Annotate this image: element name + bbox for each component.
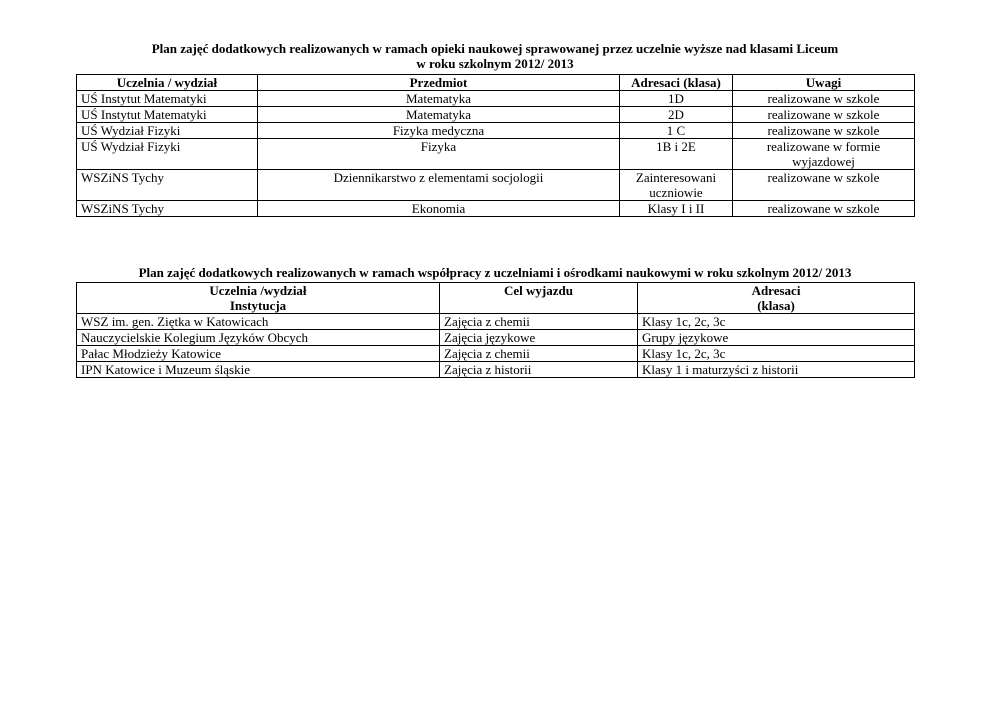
header-uwagi: Uwagi (733, 75, 915, 91)
cell-uczelnia: WSZiNS Tychy (77, 170, 258, 201)
cell-cel: Zajęcia z chemii (440, 314, 638, 330)
cell-uwagi: realizowane w szkole (733, 170, 915, 201)
cell-uwagi: realizowane w szkole (733, 201, 915, 217)
cell-adresaci: Zainteresowani uczniowie (620, 170, 733, 201)
cell-adresaci: 1 C (620, 123, 733, 139)
table-row (77, 170, 915, 201)
cell-instytucja: IPN Katowice i Muzeum śląskie (77, 362, 440, 378)
cell-uczelnia: UŚ Wydział Fizyki (77, 123, 258, 139)
cell-adresaci: 1B i 2E (620, 139, 733, 170)
table-row (77, 201, 915, 217)
table-header-row (77, 283, 915, 314)
cell-adresaci: Grupy językowe (638, 330, 915, 346)
supervision-table (76, 74, 915, 217)
cell-uczelnia: UŚ Instytut Matematyki (77, 107, 258, 123)
header-adresaci-line1: Adresaci (751, 283, 801, 298)
cell-cel: Zajęcia z historii (440, 362, 638, 378)
table-row (77, 314, 915, 330)
cell-adresaci: Klasy 1c, 2c, 3c (638, 346, 915, 362)
header-adresaci: Adresaci (klasa) (620, 75, 733, 91)
cell-uczelnia: UŚ Instytut Matematyki (77, 91, 258, 107)
table-header-row (77, 75, 915, 91)
header-adresaci (638, 283, 915, 314)
table1-title (76, 41, 914, 71)
cell-przedmiot: Matematyka (258, 91, 620, 107)
table1-title-line2: w roku szkolnym 2012/ 2013 (416, 56, 574, 71)
cell-uczelnia: UŚ Wydział Fizyki (77, 139, 258, 170)
cell-uczelnia: WSZiNS Tychy (77, 201, 258, 217)
cell-przedmiot: Matematyka (258, 107, 620, 123)
cell-przedmiot: Ekonomia (258, 201, 620, 217)
table2-title: Plan zajęć dodatkowych realizowanych w ramach współpracy z uczelniami i ośrodkami naukowymi w roku szkolnym 2012/ 2013 (138, 265, 852, 280)
table1-title-line1: Plan zajęć dodatkowych realizowanych w ramach opieki naukowej sprawowanej przez uczelnie wyższe nad klasami Liceum (151, 41, 839, 56)
table-row (77, 362, 915, 378)
cell-uwagi: realizowane w formie wyjazdowej (733, 139, 915, 170)
cell-uwagi: realizowane w szkole (733, 123, 915, 139)
table-row (77, 91, 915, 107)
cell-adresaci: Klasy 1c, 2c, 3c (638, 314, 915, 330)
cell-instytucja: Nauczycielskie Kolegium Języków Obcych (77, 330, 440, 346)
table-row (77, 346, 915, 362)
header-cel-wyjazdu: Cel wyjazdu (440, 283, 638, 314)
cell-cel: Zajęcia językowe (440, 330, 638, 346)
cell-uwagi: realizowane w szkole (733, 91, 915, 107)
header-uczelnia-line2: Instytucja (229, 298, 287, 313)
cell-uwagi: realizowane w szkole (733, 107, 915, 123)
header-uczelnia: Uczelnia / wydział (77, 75, 258, 91)
cell-instytucja: WSZ im. gen. Ziętka w Katowicach (77, 314, 440, 330)
table-row (77, 123, 915, 139)
cell-adresaci: 2D (620, 107, 733, 123)
header-uczelnia-instytucja (77, 283, 440, 314)
cell-instytucja: Pałac Młodzieży Katowice (77, 346, 440, 362)
table-row (77, 330, 915, 346)
cooperation-table (76, 282, 915, 378)
cell-przedmiot: Dziennikarstwo z elementami socjologii (258, 170, 620, 201)
cell-cel: Zajęcia z chemii (440, 346, 638, 362)
header-adresaci-line2: (klasa) (757, 298, 795, 313)
header-uczelnia-line1: Uczelnia /wydział (209, 283, 307, 298)
header-przedmiot: Przedmiot (258, 75, 620, 91)
cell-adresaci: 1D (620, 91, 733, 107)
cell-adresaci: Klasy 1 i maturzyści z historii (638, 362, 915, 378)
cell-adresaci: Klasy I i II (620, 201, 733, 217)
table-row (77, 139, 915, 170)
cell-przedmiot: Fizyka medyczna (258, 123, 620, 139)
table-row (77, 107, 915, 123)
cell-przedmiot: Fizyka (258, 139, 620, 170)
